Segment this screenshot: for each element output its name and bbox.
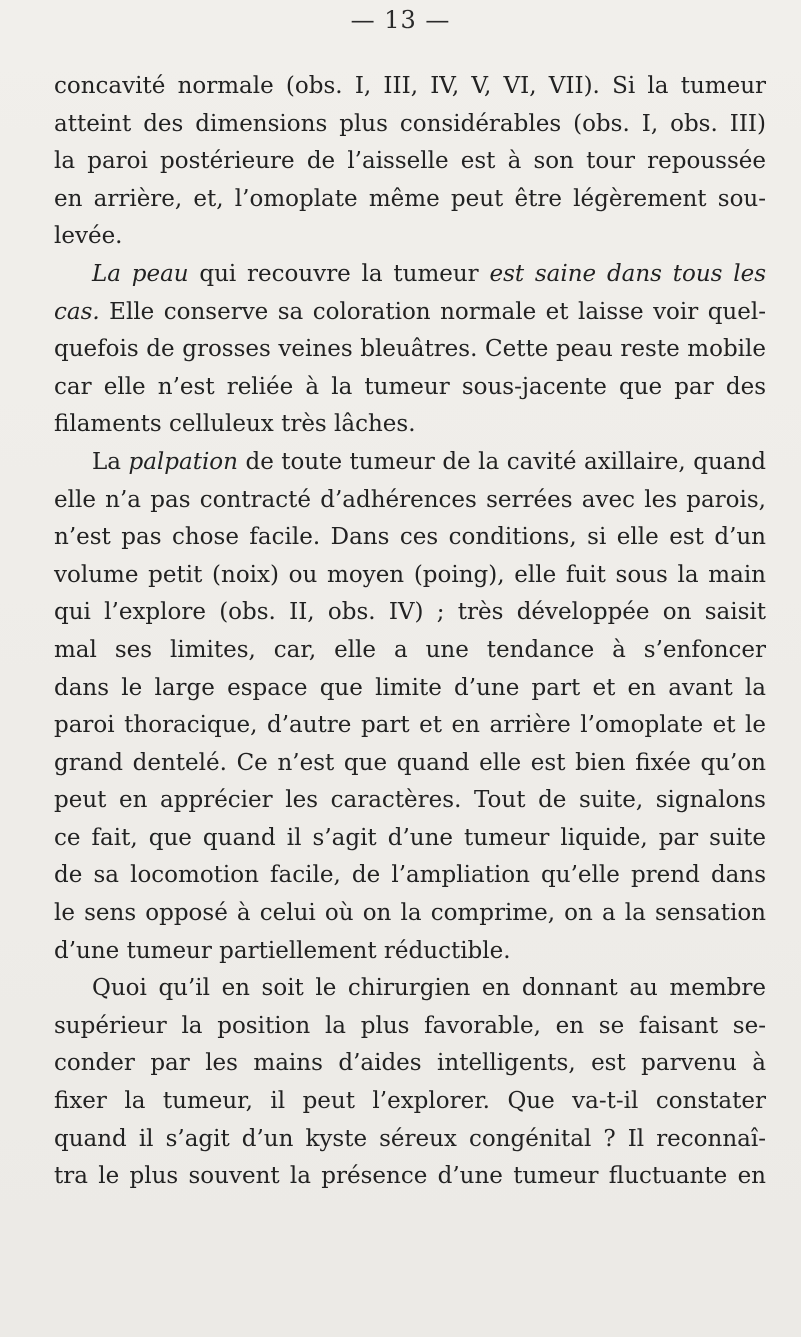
text-run: Elle conserve sa coloration normale et laisse voir quel- bbox=[99, 298, 766, 325]
text-line: filaments celluleux très lâches. bbox=[54, 411, 416, 438]
paragraph-start-line: Quoi qu’il en soit le chirurgien en donnant au membre bbox=[92, 975, 766, 1002]
text-line: mal ses limites, car, elle a une tendance à s’enfoncer bbox=[54, 636, 766, 663]
text-line: quefois de grosses veines bleuâtres. Cette peau reste mobile bbox=[54, 336, 766, 363]
text-line: qui l’explore (obs. II, obs. IV) ; très développée on saisit bbox=[54, 599, 766, 626]
text-line: volume petit (noix) ou moyen (poing), elle fuit sous la main bbox=[54, 561, 766, 588]
text-line: n’est pas chose facile. Dans ces conditions, si elle est d’un bbox=[54, 524, 766, 551]
text-line: tra le plus souvent la présence d’une tumeur fluctuante en bbox=[54, 1163, 766, 1190]
text-line: dans le large espace que limite d’une part et en avant la bbox=[54, 674, 766, 701]
text-line: d’une tumeur partiellement réductible. bbox=[54, 937, 511, 964]
paragraph-start-line bbox=[54, 256, 766, 294]
text-line: la paroi postérieure de l’aisselle est à son tour repoussée bbox=[54, 148, 766, 175]
text-line: grand dentelé. Ce n’est que quand elle est bien fixée qu’on bbox=[54, 749, 766, 776]
text-run: de toute tumeur de la cavité axillaire, quand bbox=[237, 448, 767, 475]
text-line: le sens opposé à celui où on la comprime, on a la sensation bbox=[54, 900, 766, 927]
text-line: fixer la tumeur, il peut l’explorer. Que va-t-il constater bbox=[54, 1088, 766, 1115]
text-line: elle n’a pas contracté d’adhérences serrées avec les parois, bbox=[54, 486, 766, 513]
text-line: quand il s’agit d’un kyste séreux congénital ? Il reconnaî- bbox=[54, 1125, 766, 1152]
text-run: La bbox=[92, 448, 129, 475]
body-text bbox=[54, 68, 766, 1196]
text-line: levée. bbox=[54, 223, 123, 250]
text-line: conder par les mains d’aides intelligents, est parvenu à bbox=[54, 1050, 766, 1077]
text-line: ce fait, que quand il s’agit d’une tumeur liquide, par suite bbox=[54, 824, 766, 851]
emphasis-phrase: est saine dans tous les bbox=[489, 260, 766, 287]
text-line: atteint des dimensions plus considérables (obs. I, obs. III) bbox=[54, 110, 766, 137]
emphasis-term: La peau bbox=[92, 260, 189, 287]
text-line bbox=[54, 294, 766, 332]
paragraph-start-line bbox=[54, 444, 766, 482]
emphasis-phrase: cas. bbox=[54, 298, 100, 325]
text-line: car elle n’est reliée à la tumeur sous-jacente que par des bbox=[54, 373, 766, 400]
text-line: concavité normale (obs. I, III, IV, V, VI, VII). Si la tumeur bbox=[54, 73, 766, 99]
text-line: supérieur la position la plus favorable, en se faisant se- bbox=[54, 1012, 766, 1039]
text-run: qui recouvre la tumeur bbox=[188, 260, 490, 287]
text-line: peut en apprécier les caractères. Tout de suite, signalons bbox=[54, 787, 766, 814]
text-line: en arrière, et, l’omoplate même peut être légèrement sou- bbox=[54, 185, 766, 212]
text-line: de sa locomotion facile, de l’ampliation qu’elle prend dans bbox=[54, 862, 766, 889]
emphasis-term: palpation bbox=[128, 448, 238, 475]
page-number: — 13 — bbox=[350, 6, 451, 34]
text-line: paroi thoracique, d’autre part et en arrière l’omoplate et le bbox=[54, 712, 766, 739]
